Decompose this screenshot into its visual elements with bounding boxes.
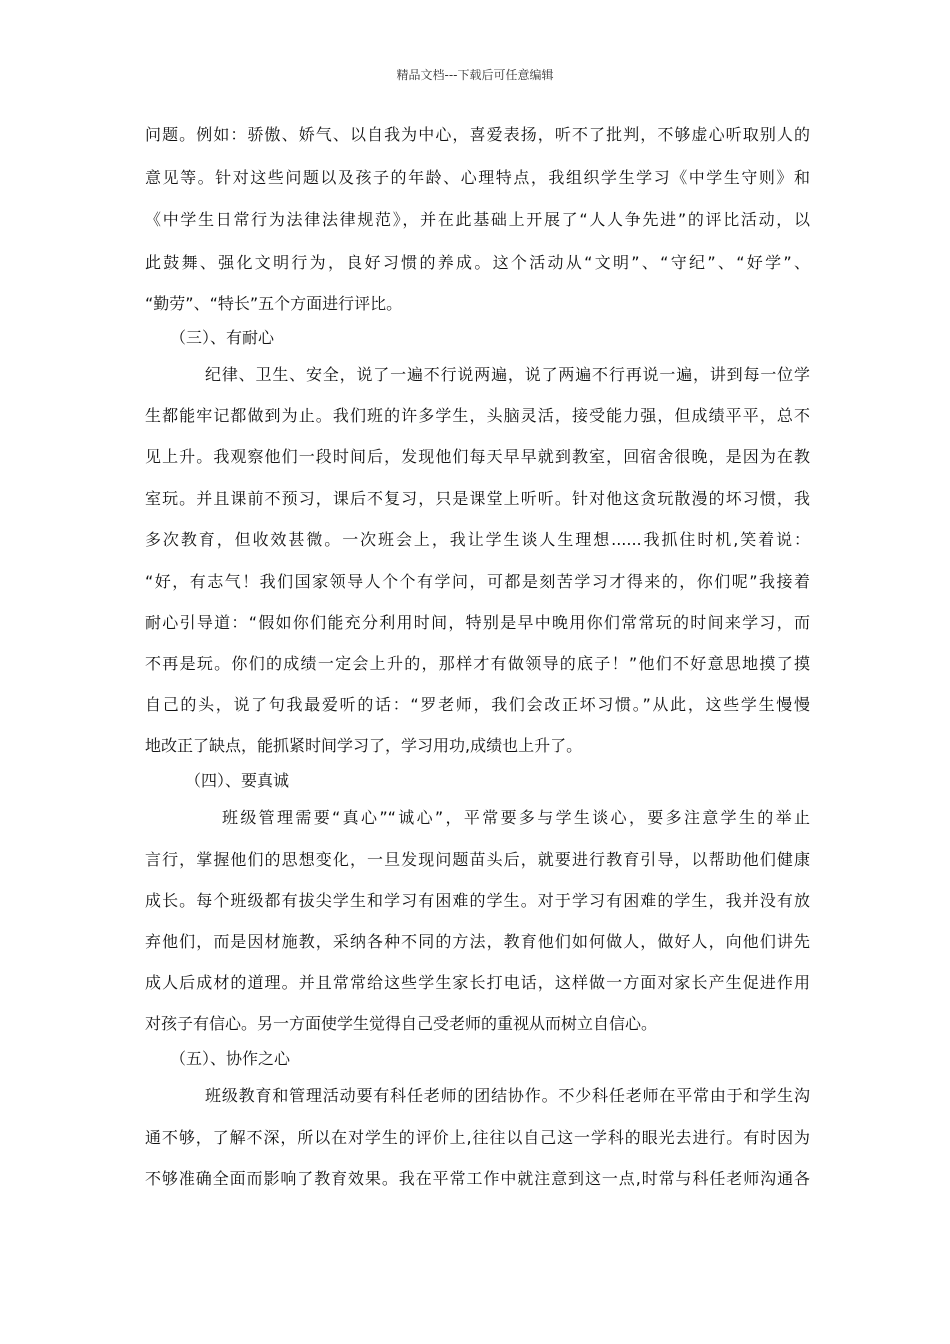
paragraph-line: 问题。例如：骄傲、娇气、以自我为中心，喜爱表扬，听不了批判，不够虚心听取别人的 xyxy=(145,125,810,144)
paragraph-line: 不够准确全面而影响了教育效果。我在平常工作中就注意到这一点,时常与科任老师沟通各 xyxy=(145,1169,810,1188)
paragraph-line: 耐心引导道：“假如你们能充分利用时间，特别是早中晚用你们常常玩的时间来学习，而 xyxy=(145,613,810,632)
paragraph-line: “勤劳”、“特长”五个方面进行评比。 xyxy=(145,294,403,313)
paragraph-line: 此鼓舞、强化文明行为，良好习惯的养成。这个活动从“文明”、“守纪”、“好学”、 xyxy=(145,253,810,272)
paragraph-line: 班级教育和管理活动要有科任老师的团结协作。不少科任老师在平常由于和学生沟 xyxy=(205,1086,810,1105)
paragraph-line: 地改正了缺点，能抓紧时间学习了，学习用功,成绩也上升了。 xyxy=(145,736,583,755)
paragraph-line: 班级管理需要“真心”“诚心”，平常要多与学生谈心，要多注意学生的举止 xyxy=(222,808,810,827)
paragraph-line: 自己的头，说了句我最爱听的话：“罗老师，我们会改正坏习惯。”从此，这些学生慢慢 xyxy=(145,695,810,714)
paragraph-line: 成长。每个班级都有拔尖学生和学习有困难的学生。对于学习有困难的学生，我并没有放 xyxy=(145,891,810,910)
paragraph-line: 多次教育，但收效甚微。一次班会上，我让学生谈人生理想......我抓住时机,笑着说： xyxy=(145,530,810,549)
paragraph-line: 言行，掌握他们的思想变化，一旦发现问题苗头后，就要进行教育引导，以帮助他们健康 xyxy=(145,850,810,869)
paragraph-line: 《中学生日常行为法律法律规范》，并在此基础上开展了“人人争先进”的评比活动，以 xyxy=(145,210,810,229)
paragraph-line: “好，有志气！我们国家领导人个个有学问，可都是刻苦学习才得来的，你们呢”我接着 xyxy=(145,572,810,591)
paragraph-line: 室玩。并且课前不预习，课后不复习，只是课堂上听听。针对他这贪玩散漫的坏习惯，我 xyxy=(145,489,810,508)
section-heading: （五）、协作之心 xyxy=(170,1049,291,1068)
paragraph-line: 成人后成材的道理。并且常常给这些学生家长打电话，这样做一方面对家长产生促进作用 xyxy=(145,973,810,992)
paragraph-line: 通不够，了解不深，所以在对学生的评价上,往往以自己这一学科的眼光去进行。有时因为 xyxy=(145,1128,810,1147)
paragraph-line: 意见等。针对这些问题以及孩子的年龄、心理特点，我组织学生学习《中学生守则》和 xyxy=(145,168,810,187)
paragraph-line: 不再是玩。你们的成绩一定会上升的，那样才有做领导的底子！”他们不好意思地摸了摸 xyxy=(145,654,810,673)
page-header: 精品文档---下载后可任意编辑 xyxy=(396,68,554,82)
paragraph-line: 生都能牢记都做到为止。我们班的许多学生，头脑灵活，接受能力强，但成绩平平，总不 xyxy=(145,406,810,425)
paragraph-line: 弃他们，而是因材施教，采纳各种不同的方法，教育他们如何做人，做好人，向他们讲先 xyxy=(145,932,810,951)
section-heading: （四）、要真诚 xyxy=(185,771,290,790)
section-heading: （三）、有耐心 xyxy=(170,328,275,347)
paragraph-line: 纪律、卫生、安全，说了一遍不行说两遍，说了两遍不行再说一遍，讲到每一位学 xyxy=(205,365,810,384)
paragraph-line: 对孩子有信心。另一方面使学生觉得自己受老师的重视从而树立自信心。 xyxy=(145,1014,658,1033)
paragraph-line: 见上升。我观察他们一段时间后，发现他们每天早早就到教室，回宿舍很晚，是因为在教 xyxy=(145,447,810,466)
